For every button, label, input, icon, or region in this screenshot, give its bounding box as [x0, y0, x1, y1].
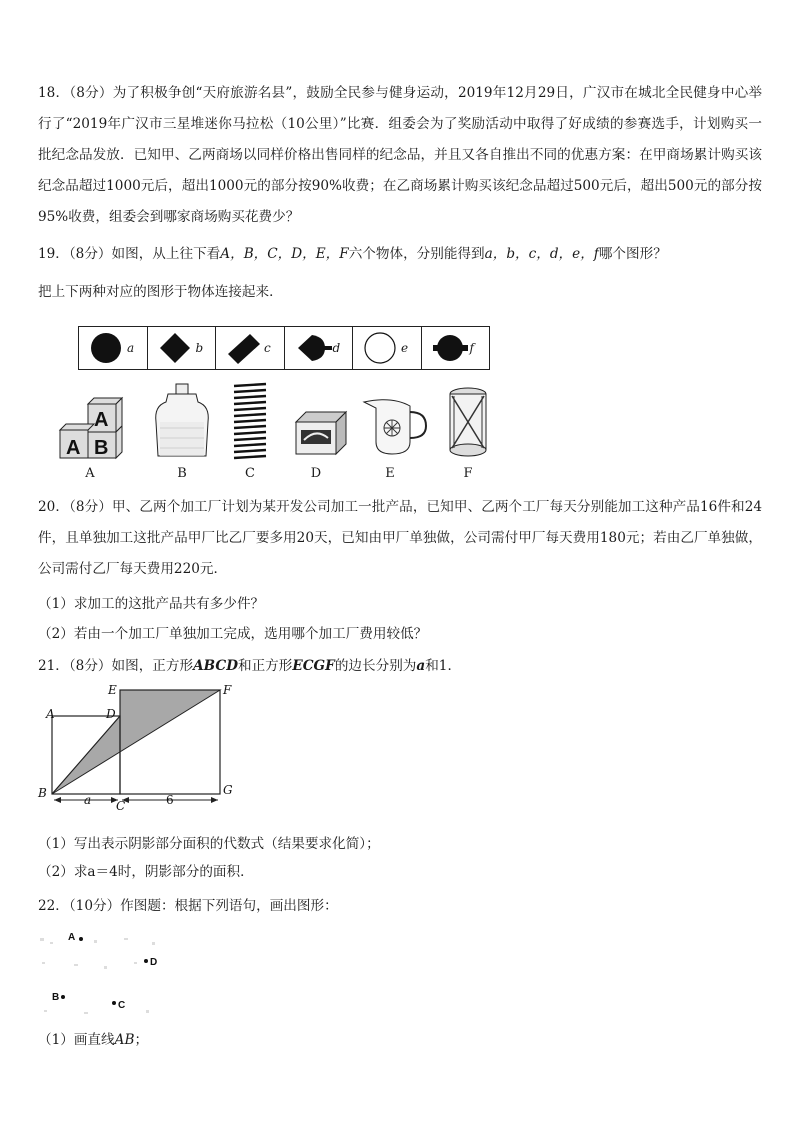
question-22-text: 22．（10分）作图题：根据下列语句，画出图形：	[38, 898, 338, 914]
q19-object-letters: A，B，C，D，E，F	[220, 246, 349, 262]
filled-leaf-shape-icon	[295, 331, 335, 365]
shape-label-c: c	[264, 341, 271, 355]
q21-pre: 21．（8分）如图，正方形	[38, 658, 194, 674]
label-F: F	[223, 683, 232, 697]
shape-cell-a	[79, 327, 148, 369]
question-20-sub2: （2）若由一个加工厂单独加工完成，选用哪个加工厂费用较低？	[38, 626, 428, 642]
q21-square-ecgf: ECGF	[292, 658, 335, 674]
question-20-text: 20．（8分）甲、乙两个加工厂计划为某开发公司加工一批产品，已知甲、乙两个工厂每天分别能加工这种产品16件和24件，且单独加工这批产品甲厂比乙厂要多用20天，已知由甲厂单独做，公司需付甲厂每天费用180元；若由乙厂单独做，公司需付乙厂每天费用220元．	[38, 499, 762, 577]
label-6: 6	[166, 793, 174, 807]
shape-cell-c	[216, 327, 285, 369]
q19-shape-letters: a，b，c，d，e，f	[484, 246, 599, 262]
q21-mid2: 的边长分别为	[334, 658, 417, 674]
object-label-F: F	[463, 466, 473, 481]
q22-sub1-pre: （1）画直线	[38, 1032, 115, 1048]
shape-label-f: f	[469, 341, 474, 355]
q22-sub1-post: ；	[134, 1032, 149, 1048]
square-figure-svg	[34, 682, 244, 812]
lantern-icon	[444, 382, 494, 462]
question-19-line1	[38, 242, 667, 262]
object-label-A: A	[85, 466, 95, 481]
q21-square-abcd: ABCD	[193, 658, 238, 674]
spring-icon	[232, 382, 270, 462]
q21-mid1: 和正方形	[238, 658, 293, 674]
object-label-C: C	[245, 466, 255, 481]
object-label-B: B	[177, 466, 187, 481]
label-G: G	[223, 783, 233, 797]
label-E: E	[108, 683, 117, 697]
shape-label-e: e	[401, 341, 409, 355]
filled-diamond-icon	[158, 331, 194, 365]
object-lantern	[444, 382, 494, 481]
point-label-A: A	[68, 932, 76, 943]
q21-mid3: 和1．	[425, 658, 462, 674]
letter-blocks-icon	[56, 382, 126, 460]
label-A: A	[46, 707, 55, 721]
point-label-B: B	[52, 992, 60, 1003]
label-a: a	[84, 793, 92, 807]
object-spring	[232, 382, 270, 481]
label-D: D	[106, 707, 116, 721]
objects-row	[56, 382, 516, 482]
shape-label-d: d	[332, 341, 341, 355]
question-22-sub1	[38, 1028, 148, 1048]
question-19-line2: 把上下两种对应的图形于物体连接起来．	[38, 284, 283, 300]
shape-cell-b	[148, 327, 217, 369]
svg-text:A: A	[66, 437, 81, 459]
shape-label-a: a	[127, 341, 135, 355]
jar-icon	[152, 382, 212, 462]
filled-circle-with-tabs-icon	[432, 331, 472, 365]
question-21-sub1: （1）写出表示阴影部分面积的代数式（结果要求化简）；	[38, 836, 380, 852]
question-21-line1	[38, 654, 461, 674]
svg-text:A: A	[94, 409, 109, 431]
q19-pre: 19．（8分）如图，从上往下看	[38, 246, 221, 262]
q21-var-a: a	[416, 658, 426, 674]
question-21-sub2: （2）求a＝4时，阴影部分的面积．	[38, 864, 254, 880]
q19-post: 哪个图形？	[598, 246, 667, 262]
shape-label-b: b	[195, 341, 204, 355]
question-18-text: 18．（8分）为了积极争创“天府旅游名县”，鼓励全民参与健身运动，2019年12月29日，广汉市在城北全民健身中心举行了“2019年广汉市三星堆迷你马拉松（10公里）”比赛．组委会为了奖励活动中取得了好成绩的参赛选手，计划购买一批纪念品发放．已知甲、乙两商场以同样价格出售同样的纪念品，并且又各自推出不同的优惠方案：在甲商场累计购买该纪念品超过1000元后，超出1000元的部分按90%收费；在乙商场累计购买该纪念品超过500元后，超出500元的部分按95%收费，组委会到哪家商场购买花费少？	[38, 85, 762, 225]
q22-sub1-var: AB	[114, 1032, 135, 1048]
point-label-C: C	[118, 1000, 126, 1011]
box-icon	[292, 382, 352, 462]
shape-table	[78, 326, 490, 370]
object-label-E: E	[385, 466, 395, 481]
pitcher-icon	[362, 382, 432, 462]
shape-cell-e	[353, 327, 422, 369]
label-B: B	[38, 786, 47, 800]
shape-cell-d	[285, 327, 354, 369]
points-figure-svg	[34, 924, 174, 1024]
object-letter-blocks	[56, 382, 126, 481]
hollow-circle-icon	[363, 331, 399, 365]
question-20-sub1: （1）求加工的这批产品共有多少件？	[38, 596, 265, 612]
object-label-D: D	[310, 466, 322, 481]
q19-mid: 六个物体，分别能得到	[348, 246, 485, 262]
object-jar	[152, 382, 212, 481]
object-pitcher	[362, 382, 432, 481]
label-C: C	[116, 799, 126, 812]
object-box	[292, 382, 352, 481]
point-label-D: D	[150, 957, 158, 968]
filled-rotated-rectangle-icon	[226, 331, 262, 365]
shape-cell-f	[422, 327, 490, 369]
filled-circle-icon	[89, 331, 125, 365]
square-figure	[34, 682, 244, 816]
points-figure	[34, 924, 174, 1028]
svg-text:B: B	[94, 437, 109, 459]
